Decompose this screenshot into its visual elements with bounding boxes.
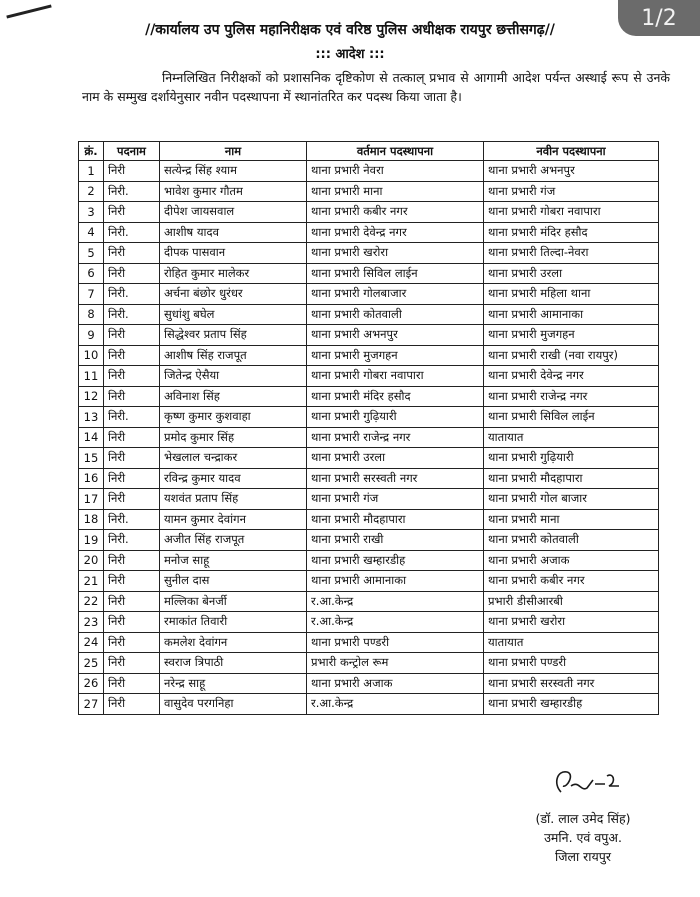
cell-current-posting: थाना प्रभारी नेवरा	[307, 161, 484, 182]
cell-new-posting: थाना प्रभारी मौदहापारा	[484, 468, 659, 489]
cell-current-posting: थाना प्रभारी मुजगहन	[307, 345, 484, 366]
cell-serial: 11	[79, 366, 104, 387]
table-row	[79, 550, 659, 571]
cell-designation: निरी	[104, 571, 160, 592]
table-row	[79, 304, 659, 325]
table-row	[79, 468, 659, 489]
cell-name: अजीत सिंह राजपूत	[160, 530, 307, 551]
table-row	[79, 345, 659, 366]
cell-serial: 25	[79, 653, 104, 674]
cell-serial: 21	[79, 571, 104, 592]
table-row	[79, 325, 659, 346]
cell-designation: निरी	[104, 366, 160, 387]
cell-name: अर्चना बंछोर धुरंधर	[160, 284, 307, 305]
cell-designation: निरी	[104, 386, 160, 407]
table-row	[79, 509, 659, 530]
cell-name: स्वराज त्रिपाठी	[160, 653, 307, 674]
cell-new-posting: थाना प्रभारी कोतवाली	[484, 530, 659, 551]
cell-current-posting: थाना प्रभारी मंदिर हसौद	[307, 386, 484, 407]
header-serial: क्रं.	[79, 142, 104, 161]
cell-current-posting: थाना प्रभारी माना	[307, 181, 484, 202]
cell-current-posting: थाना प्रभारी सिविल लाईन	[307, 263, 484, 284]
cell-serial: 6	[79, 263, 104, 284]
cell-name: दीपक पासवान	[160, 243, 307, 264]
cell-new-posting: प्रभारी डीसीआरबी	[484, 591, 659, 612]
cell-current-posting: थाना प्रभारी कबीर नगर	[307, 202, 484, 223]
table-row	[79, 386, 659, 407]
cell-new-posting: थाना प्रभारी राजेन्द्र नगर	[484, 386, 659, 407]
cell-new-posting: थाना प्रभारी अभनपुर	[484, 161, 659, 182]
cell-designation: निरी	[104, 591, 160, 612]
cell-new-posting: थाना प्रभारी खरोरा	[484, 612, 659, 633]
signatory-name: (डॉ. लाल उमेद सिंह)	[535, 811, 631, 826]
cell-current-posting: थाना प्रभारी गोबरा नवापारा	[307, 366, 484, 387]
cell-current-posting: प्रभारी कन्ट्रोल रूम	[307, 653, 484, 674]
order-title: ::: आदेश :::	[315, 47, 385, 62]
table-row	[79, 489, 659, 510]
cell-designation: निरी.	[104, 407, 160, 428]
cell-new-posting: थाना प्रभारी सिविल लाईन	[484, 407, 659, 428]
cell-name: सिद्धेश्वर प्रताप सिंह	[160, 325, 307, 346]
cell-serial: 26	[79, 673, 104, 694]
cell-name: नरेन्द्र साहू	[160, 673, 307, 694]
cell-current-posting: थाना प्रभारी गंज	[307, 489, 484, 510]
cell-designation: निरी.	[104, 284, 160, 305]
table-row	[79, 427, 659, 448]
cell-serial: 18	[79, 509, 104, 530]
cell-new-posting: थाना प्रभारी गंज	[484, 181, 659, 202]
cell-designation: निरी.	[104, 222, 160, 243]
cell-serial: 27	[79, 694, 104, 715]
cell-designation: निरी	[104, 468, 160, 489]
cell-name: वासुदेव परगनिहा	[160, 694, 307, 715]
cell-new-posting: थाना प्रभारी महिला थाना	[484, 284, 659, 305]
cell-new-posting: थाना प्रभारी खम्हारडीह	[484, 694, 659, 715]
cell-new-posting: थाना प्रभारी मंदिर हसौद	[484, 222, 659, 243]
cell-name: यामन कुमार देवांगन	[160, 509, 307, 530]
cell-designation: निरी.	[104, 530, 160, 551]
table-row	[79, 284, 659, 305]
cell-new-posting: थाना प्रभारी देवेन्द्र नगर	[484, 366, 659, 387]
cell-name: प्रमोद कुमार सिंह	[160, 427, 307, 448]
cell-serial: 8	[79, 304, 104, 325]
cell-name: सत्येन्द्र सिंह श्याम	[160, 161, 307, 182]
cell-current-posting: थाना प्रभारी सरस्वती नगर	[307, 468, 484, 489]
cell-designation: निरी	[104, 550, 160, 571]
cell-new-posting: यातायात	[484, 427, 659, 448]
cell-name: सुधांशु बघेल	[160, 304, 307, 325]
table-row	[79, 366, 659, 387]
pen-mark	[6, 4, 51, 18]
cell-serial: 4	[79, 222, 104, 243]
cell-serial: 9	[79, 325, 104, 346]
cell-new-posting: थाना प्रभारी सरस्वती नगर	[484, 673, 659, 694]
cell-new-posting: थाना प्रभारी गुढ़ियारी	[484, 448, 659, 469]
cell-name: मनोज साहू	[160, 550, 307, 571]
cell-name: दीपेश जायसवाल	[160, 202, 307, 223]
cell-name: अविनाश सिंह	[160, 386, 307, 407]
cell-new-posting: थाना प्रभारी उरला	[484, 263, 659, 284]
cell-designation: निरी	[104, 653, 160, 674]
table-row	[79, 407, 659, 428]
cell-designation: निरी	[104, 632, 160, 653]
table-row	[79, 243, 659, 264]
intro-paragraph: निम्नलिखित निरीक्षकों को प्रशासनिक दृष्टिकोण से तत्काल् प्रभाव से आगामी आदेश पर्यन्त अस्थाई रूप से उनके नाम के सम्मुख दर्शायेनुसार नवीन पदस्थापना में स्थानांतरित कर पदस्थ किया जाता है।	[82, 70, 670, 104]
cell-current-posting: थाना प्रभारी खम्हारडीह	[307, 550, 484, 571]
cell-new-posting: थाना प्रभारी गोबरा नवापारा	[484, 202, 659, 223]
cell-name: जितेन्द्र ऐसैया	[160, 366, 307, 387]
cell-new-posting: थाना प्रभारी आमानाका	[484, 304, 659, 325]
table-body	[79, 161, 659, 715]
table-row	[79, 571, 659, 592]
cell-current-posting: थाना प्रभारी अजाक	[307, 673, 484, 694]
cell-serial: 3	[79, 202, 104, 223]
handwritten-signature	[523, 762, 643, 802]
table-row	[79, 181, 659, 202]
table-row	[79, 222, 659, 243]
cell-current-posting: थाना प्रभारी उरला	[307, 448, 484, 469]
cell-name: आशीष सिंह राजपूत	[160, 345, 307, 366]
cell-designation: निरी	[104, 448, 160, 469]
table-row	[79, 694, 659, 715]
cell-current-posting: र.आ.केन्द्र	[307, 612, 484, 633]
cell-name: कृष्ण कुमार कुशवाहा	[160, 407, 307, 428]
cell-current-posting: थाना प्रभारी राखी	[307, 530, 484, 551]
cell-current-posting: थाना प्रभारी मौदहापारा	[307, 509, 484, 530]
cell-serial: 20	[79, 550, 104, 571]
transfer-table	[78, 141, 659, 715]
cell-current-posting: थाना प्रभारी देवेन्द्र नगर	[307, 222, 484, 243]
cell-name: भेखलाल चन्द्राकर	[160, 448, 307, 469]
cell-new-posting: थाना प्रभारी मुजगहन	[484, 325, 659, 346]
cell-new-posting: यातायात	[484, 632, 659, 653]
table-row	[79, 632, 659, 653]
cell-serial: 12	[79, 386, 104, 407]
table-row	[79, 653, 659, 674]
cell-name: कमलेश देवांगन	[160, 632, 307, 653]
cell-current-posting: थाना प्रभारी खरोरा	[307, 243, 484, 264]
table-row	[79, 673, 659, 694]
signatory-district: जिला रायपुर	[554, 849, 611, 864]
cell-designation: निरी	[104, 263, 160, 284]
cell-designation: निरी	[104, 243, 160, 264]
cell-serial: 2	[79, 181, 104, 202]
page-indicator: 1/2	[618, 0, 700, 36]
cell-current-posting: थाना प्रभारी अभनपुर	[307, 325, 484, 346]
cell-serial: 1	[79, 161, 104, 182]
cell-current-posting: थाना प्रभारी राजेन्द्र नगर	[307, 427, 484, 448]
table-row	[79, 530, 659, 551]
cell-new-posting: थाना प्रभारी तिल्दा-नेवरा	[484, 243, 659, 264]
cell-serial: 19	[79, 530, 104, 551]
cell-serial: 22	[79, 591, 104, 612]
cell-designation: निरी	[104, 673, 160, 694]
cell-serial: 10	[79, 345, 104, 366]
cell-designation: निरी.	[104, 304, 160, 325]
header-name: नाम	[160, 142, 307, 161]
cell-serial: 17	[79, 489, 104, 510]
cell-name: भावेश कुमार गौतम	[160, 181, 307, 202]
cell-new-posting: थाना प्रभारी गोल बाजार	[484, 489, 659, 510]
cell-serial: 24	[79, 632, 104, 653]
cell-current-posting: र.आ.केन्द्र	[307, 694, 484, 715]
cell-current-posting: थाना प्रभारी गुढ़ियारी	[307, 407, 484, 428]
header-current-posting: वर्तमान पदस्थापना	[307, 142, 484, 161]
cell-name: आशीष यादव	[160, 222, 307, 243]
cell-serial: 23	[79, 612, 104, 633]
table-header-row	[79, 142, 659, 161]
office-header: //कार्यालय उप पुलिस महानिरीक्षक एवं वरिष्ठ पुलिस अधीक्षक रायपुर छत्तीसगढ़//	[145, 22, 555, 38]
cell-name: मल्लिका बेनर्जी	[160, 591, 307, 612]
cell-designation: निरी.	[104, 509, 160, 530]
table-row	[79, 612, 659, 633]
cell-name: रमाकांत तिवारी	[160, 612, 307, 633]
cell-designation: निरी	[104, 694, 160, 715]
cell-serial: 16	[79, 468, 104, 489]
header-designation: पदनाम	[104, 142, 160, 161]
cell-serial: 5	[79, 243, 104, 264]
table-row	[79, 591, 659, 612]
cell-new-posting: थाना प्रभारी पण्डरी	[484, 653, 659, 674]
cell-serial: 14	[79, 427, 104, 448]
cell-designation: निरी	[104, 612, 160, 633]
header-new-posting: नवीन पदस्थापना	[484, 142, 659, 161]
cell-current-posting: र.आ.केन्द्र	[307, 591, 484, 612]
table-row	[79, 202, 659, 223]
cell-current-posting: थाना प्रभारी कोतवाली	[307, 304, 484, 325]
cell-name: रोहित कुमार मालेकर	[160, 263, 307, 284]
cell-current-posting: थाना प्रभारी आमानाका	[307, 571, 484, 592]
cell-designation: निरी	[104, 325, 160, 346]
cell-new-posting: थाना प्रभारी माना	[484, 509, 659, 530]
cell-new-posting: थाना प्रभारी कबीर नगर	[484, 571, 659, 592]
cell-designation: निरी	[104, 161, 160, 182]
table-row	[79, 448, 659, 469]
cell-designation: निरी	[104, 202, 160, 223]
cell-serial: 13	[79, 407, 104, 428]
cell-name: सुनील दास	[160, 571, 307, 592]
cell-new-posting: थाना प्रभारी अजाक	[484, 550, 659, 571]
cell-designation: निरी	[104, 427, 160, 448]
cell-designation: निरी	[104, 489, 160, 510]
table-row	[79, 161, 659, 182]
cell-serial: 7	[79, 284, 104, 305]
cell-new-posting: थाना प्रभारी राखी (नवा रायपुर)	[484, 345, 659, 366]
cell-current-posting: थाना प्रभारी गोलबाजार	[307, 284, 484, 305]
table-row	[79, 263, 659, 284]
cell-name: रविन्द्र कुमार यादव	[160, 468, 307, 489]
cell-name: यशवंत प्रताप सिंह	[160, 489, 307, 510]
cell-designation: निरी	[104, 345, 160, 366]
signatory-designation: उमनि. एवं वपुअ.	[544, 830, 622, 845]
cell-serial: 15	[79, 448, 104, 469]
cell-current-posting: थाना प्रभारी पण्डरी	[307, 632, 484, 653]
cell-designation: निरी.	[104, 181, 160, 202]
signature-block	[508, 762, 658, 866]
